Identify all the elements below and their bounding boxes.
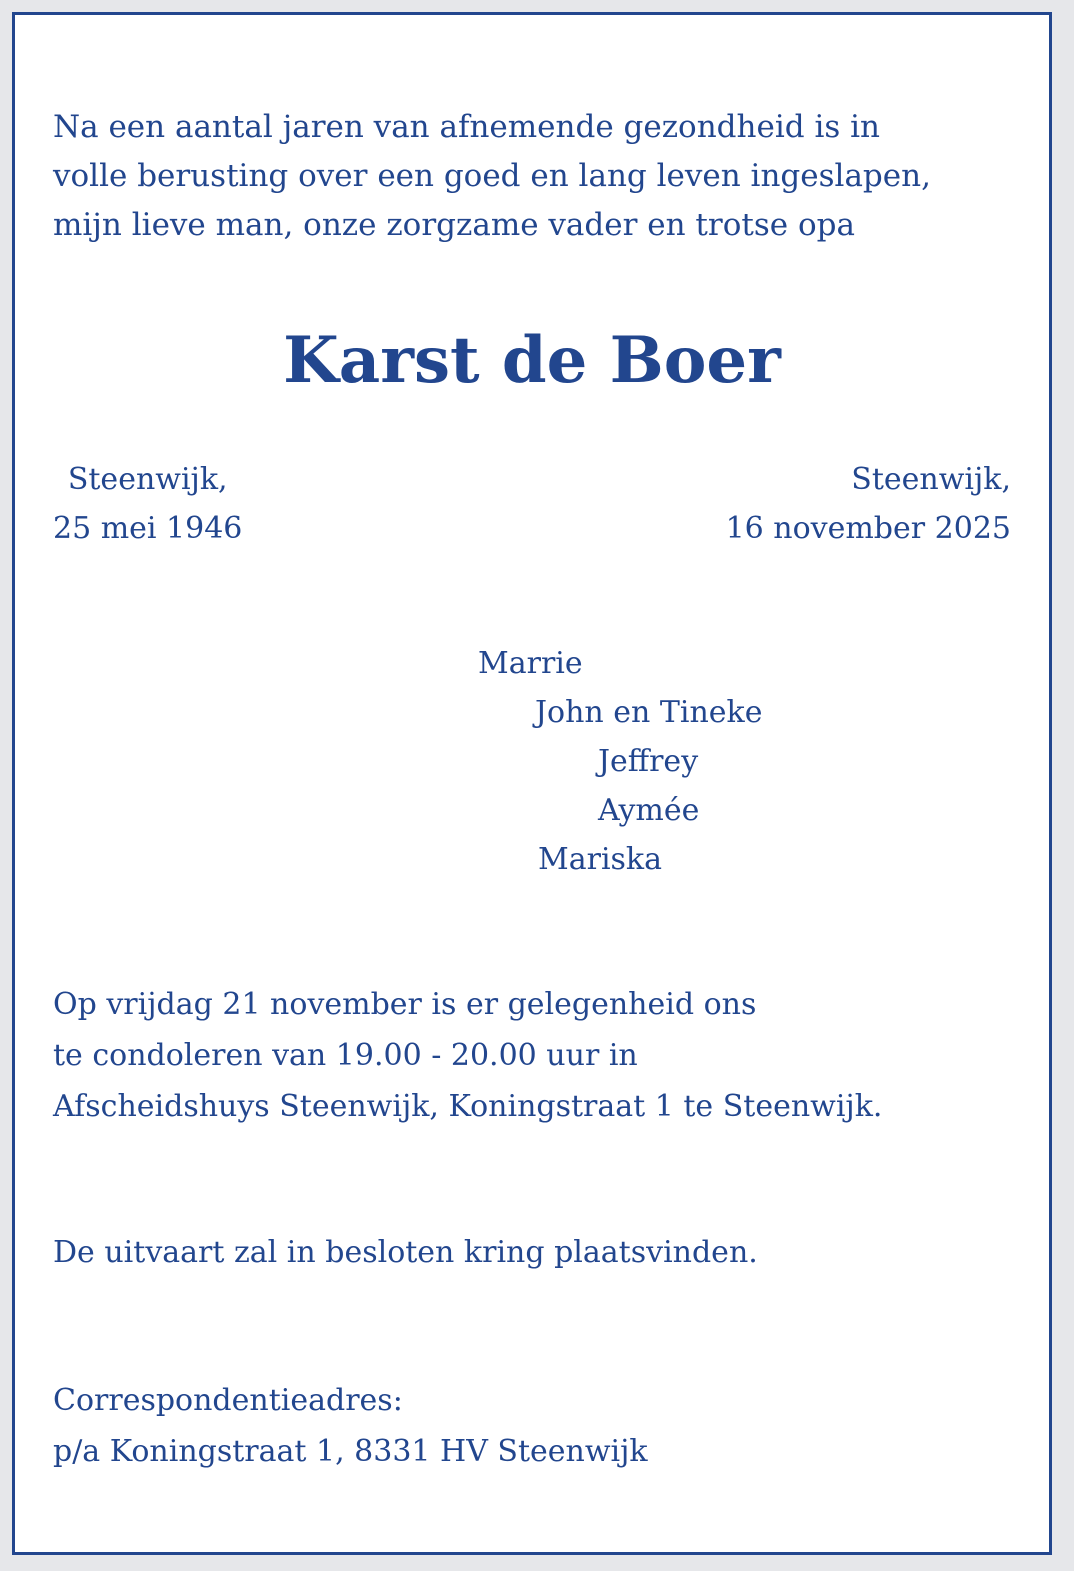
condolence-line: Afscheidshuys Steenwijk, Koningstraat 1 te Steenwijk. <box>53 1089 883 1124</box>
condolence-line: Op vrijdag 21 november is er gelegenheid ons <box>53 987 757 1022</box>
death-date: 16 november 2025 <box>725 511 1011 546</box>
correspondence-block <box>53 1375 648 1477</box>
funeral-text: De uitvaart zal in besloten kring plaatsvinden. <box>53 1235 758 1270</box>
deceased-name: Karst de Boer <box>283 323 781 398</box>
intro-line: volle berusting over een goed en lang leven ingeslapen, <box>53 158 931 194</box>
intro-text <box>53 103 931 250</box>
family-member: Jeffrey <box>598 744 699 779</box>
family-member: Marrie <box>478 646 583 681</box>
correspondence-label: Correspondentieadres: <box>53 1383 403 1418</box>
birth-info <box>53 455 242 553</box>
birth-date: 25 mei 1946 <box>53 511 243 546</box>
family-member: John en Tineke <box>535 695 763 730</box>
intro-line: Na een aantal jaren van afnemende gezondheid is in <box>53 109 880 145</box>
intro-line: mijn lieve man, onze zorgzame vader en trotse opa <box>53 207 855 243</box>
death-announcement-card <box>12 12 1052 1555</box>
condolence-text <box>53 979 882 1132</box>
birth-place: Steenwijk, <box>67 462 228 497</box>
death-place: Steenwijk, <box>851 462 1011 497</box>
correspondence-address: p/a Koningstraat 1, 8331 HV Steenwijk <box>53 1434 648 1469</box>
condolence-line: te condoleren van 19.00 - 20.00 uur in <box>53 1038 638 1073</box>
death-info <box>726 455 1011 553</box>
family-member: Mariska <box>538 842 662 877</box>
family-member: Aymée <box>598 793 700 828</box>
